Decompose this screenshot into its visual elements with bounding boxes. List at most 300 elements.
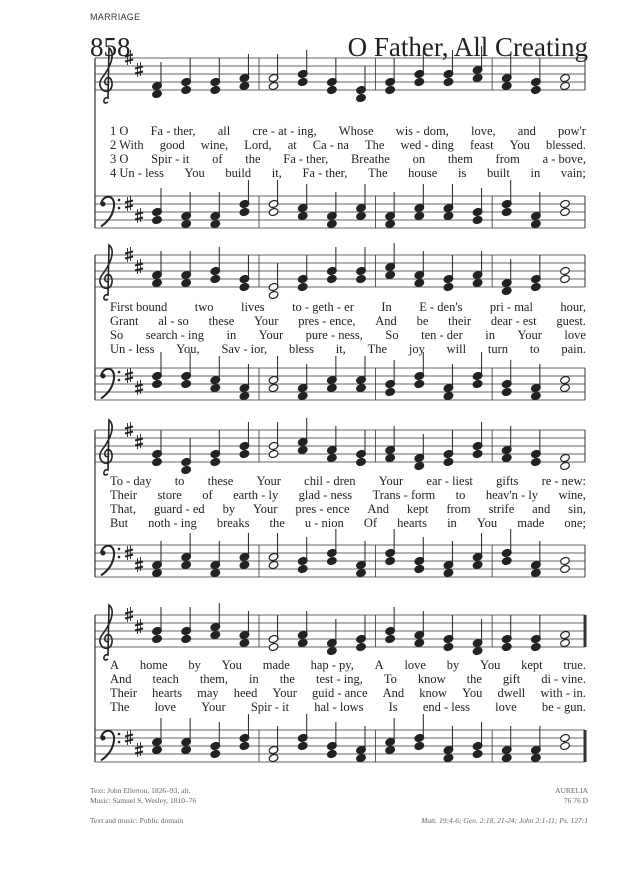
note-head bbox=[385, 387, 396, 396]
sharp-icon bbox=[128, 50, 131, 65]
syllable: 1 O bbox=[110, 124, 129, 138]
syllable: with - in. bbox=[540, 686, 586, 700]
syllable: Breathe bbox=[350, 152, 390, 166]
syllable: strife bbox=[488, 502, 515, 516]
syllable: blessed. bbox=[545, 138, 586, 152]
syllable: The bbox=[368, 166, 388, 180]
syllable: at bbox=[287, 138, 297, 152]
note-head bbox=[560, 556, 571, 565]
syllable: And bbox=[110, 672, 132, 686]
note-head bbox=[326, 556, 337, 565]
note-head bbox=[443, 753, 454, 762]
tune-name: AURELIA bbox=[555, 786, 588, 795]
note-head bbox=[560, 461, 571, 470]
syllable: one; bbox=[564, 516, 586, 530]
syllable: good bbox=[159, 138, 185, 152]
text-credit: Text: John Ellerton, 1826–93, alt. bbox=[90, 786, 191, 795]
note-head bbox=[560, 638, 571, 647]
syllable: al - so bbox=[158, 314, 189, 328]
syllable: Your bbox=[517, 328, 542, 342]
syllable: in bbox=[530, 166, 541, 180]
syllable: E - den's bbox=[419, 300, 463, 314]
note-head bbox=[560, 453, 571, 462]
note-head bbox=[356, 753, 367, 762]
verse-line bbox=[110, 138, 586, 152]
meter: 76 76 D bbox=[563, 796, 588, 805]
syllable: to bbox=[529, 342, 540, 356]
note-head bbox=[181, 219, 192, 228]
syllable: love, bbox=[470, 124, 496, 138]
syllable: kept bbox=[521, 658, 543, 672]
verse-line bbox=[110, 300, 586, 314]
note-head bbox=[326, 453, 337, 462]
note-head bbox=[181, 560, 192, 569]
note-head bbox=[268, 642, 279, 651]
syllable: to bbox=[455, 488, 466, 502]
syllable: So bbox=[385, 328, 399, 342]
syllable: And bbox=[375, 314, 397, 328]
bass-clef-icon bbox=[118, 548, 121, 551]
bass-clef-icon bbox=[118, 379, 121, 382]
syllable: earth - ly bbox=[233, 488, 279, 502]
syllable: guard - ed bbox=[153, 502, 205, 516]
syllable: end - less bbox=[422, 700, 471, 714]
syllable: may bbox=[197, 686, 219, 700]
note-head bbox=[560, 199, 571, 208]
syllable: ear - liest bbox=[426, 474, 473, 488]
sharp-icon bbox=[135, 562, 143, 569]
note-head bbox=[385, 270, 396, 279]
syllable: Your bbox=[254, 314, 279, 328]
note-head bbox=[181, 634, 192, 643]
syllable: Fa - ther, bbox=[150, 124, 196, 138]
note-head bbox=[560, 630, 571, 639]
verse-line bbox=[110, 328, 586, 342]
syllable: hal - lows bbox=[314, 700, 364, 714]
syllable: of bbox=[202, 488, 213, 502]
sharp-icon bbox=[128, 196, 131, 211]
syllable: Sav - ior, bbox=[221, 342, 268, 356]
section-heading: MARRIAGE bbox=[90, 12, 141, 22]
note-head bbox=[181, 85, 192, 94]
note-head bbox=[530, 219, 541, 228]
syllable: test - ing, bbox=[315, 672, 363, 686]
syllable: made bbox=[262, 658, 290, 672]
syllable: And bbox=[382, 686, 405, 700]
note-head bbox=[414, 278, 425, 287]
sharp-icon bbox=[128, 422, 131, 437]
bass-clef-icon bbox=[101, 736, 106, 741]
sharp-icon bbox=[138, 62, 141, 77]
verse-line bbox=[110, 342, 586, 356]
note-head bbox=[443, 77, 454, 86]
syllable: In bbox=[381, 300, 392, 314]
note-head bbox=[239, 741, 250, 750]
sharp-icon bbox=[138, 434, 141, 449]
syllable: by bbox=[188, 658, 201, 672]
note-head bbox=[560, 266, 571, 275]
note-head bbox=[385, 556, 396, 565]
syllable: You bbox=[476, 516, 498, 530]
note-head bbox=[297, 391, 308, 400]
syllable: Ca - na bbox=[312, 138, 349, 152]
syllable: ten - der bbox=[421, 328, 463, 342]
note-head bbox=[297, 638, 308, 647]
note-head bbox=[414, 564, 425, 573]
note-head bbox=[326, 383, 337, 392]
syllable: it, bbox=[335, 342, 346, 356]
syllable: Grant bbox=[110, 314, 139, 328]
note-head bbox=[268, 560, 279, 569]
syllable: 4 Un - less bbox=[110, 166, 164, 180]
syllable: pres - ence, bbox=[298, 314, 356, 328]
syllable: them, bbox=[199, 672, 228, 686]
text-credit-block bbox=[90, 786, 196, 806]
syllable: sin, bbox=[568, 502, 586, 516]
note-head bbox=[356, 383, 367, 392]
syllable: lives bbox=[241, 300, 265, 314]
syllable: by bbox=[446, 658, 460, 672]
note-head bbox=[152, 634, 163, 643]
verse-line bbox=[110, 474, 586, 488]
syllable: two bbox=[194, 300, 214, 314]
sharp-icon bbox=[135, 67, 143, 74]
sharp-icon bbox=[135, 385, 143, 392]
syllable: A bbox=[374, 658, 384, 672]
syllable: re - new: bbox=[541, 474, 586, 488]
syllable: gifts bbox=[496, 474, 519, 488]
note-head bbox=[501, 207, 512, 216]
note-head bbox=[326, 646, 337, 655]
syllable: But bbox=[110, 516, 129, 530]
syllable: it, bbox=[271, 166, 282, 180]
syllable: pres - ence bbox=[295, 502, 350, 516]
note-head bbox=[152, 457, 163, 466]
note-head bbox=[501, 753, 512, 762]
syllable: The bbox=[364, 138, 385, 152]
note-head bbox=[297, 77, 308, 86]
sharp-icon bbox=[138, 380, 141, 395]
scripture-refs: Matt. 19:4-6; Gen. 2:18, 21-24; John 2:1-11; Ps. 127:1 bbox=[421, 816, 588, 825]
syllable: gift bbox=[502, 672, 521, 686]
syllable: kept bbox=[406, 502, 429, 516]
syllable: Lord, bbox=[244, 138, 272, 152]
note-head bbox=[152, 215, 163, 224]
note-head bbox=[268, 207, 279, 216]
note-head bbox=[181, 278, 192, 287]
treble-clef-icon bbox=[100, 245, 112, 300]
syllable: The bbox=[110, 700, 130, 714]
note-head bbox=[268, 81, 279, 90]
note-head bbox=[268, 383, 279, 392]
bass-clef-icon bbox=[118, 199, 121, 202]
note-head bbox=[239, 81, 250, 90]
note-head bbox=[472, 646, 483, 655]
note-head bbox=[385, 634, 396, 643]
note-head bbox=[560, 383, 571, 392]
syllable: feast bbox=[469, 138, 494, 152]
note-head bbox=[560, 375, 571, 384]
syllable: in bbox=[447, 516, 457, 530]
syllable: joy bbox=[408, 342, 425, 356]
note-head bbox=[210, 383, 221, 392]
verse-line bbox=[110, 516, 586, 530]
syllable: 2 With bbox=[110, 138, 144, 152]
syllable: true. bbox=[563, 658, 586, 672]
syllable: Your bbox=[256, 474, 281, 488]
note-head bbox=[326, 219, 337, 228]
syllable: A bbox=[110, 658, 120, 672]
sharp-icon bbox=[128, 247, 131, 262]
bass-clef-icon bbox=[118, 556, 121, 559]
verse-line bbox=[110, 314, 586, 328]
note-head bbox=[152, 568, 163, 577]
syllable: You bbox=[509, 138, 530, 152]
syllable: search - ing bbox=[145, 328, 204, 342]
syllable: turn bbox=[487, 342, 509, 356]
note-head bbox=[297, 741, 308, 750]
note-head bbox=[210, 630, 221, 639]
syllable: in bbox=[485, 328, 495, 342]
sharp-icon bbox=[135, 747, 143, 754]
note-head bbox=[152, 278, 163, 287]
syllable: Fa - ther, bbox=[302, 166, 348, 180]
syllable: from bbox=[446, 502, 471, 516]
syllable: Their bbox=[110, 686, 138, 700]
note-head bbox=[530, 391, 541, 400]
syllable: the bbox=[269, 516, 285, 530]
note-head bbox=[560, 564, 571, 573]
note-head bbox=[414, 741, 425, 750]
syllable: pure - ness, bbox=[305, 328, 363, 342]
note-head bbox=[239, 638, 250, 647]
note-head bbox=[326, 749, 337, 758]
note-head bbox=[152, 89, 163, 98]
syllable: guest. bbox=[556, 314, 586, 328]
syllable: house bbox=[408, 166, 438, 180]
note-head bbox=[443, 391, 454, 400]
syllable: Whose bbox=[338, 124, 374, 138]
note-head bbox=[472, 215, 483, 224]
syllable: First bound bbox=[110, 300, 168, 314]
syllable: Your bbox=[201, 700, 226, 714]
note-head bbox=[239, 282, 250, 291]
verse-line bbox=[110, 700, 586, 714]
bass-clef-icon bbox=[101, 374, 106, 379]
note-head bbox=[443, 642, 454, 651]
syllable: guid - ance bbox=[312, 686, 368, 700]
note-head bbox=[268, 449, 279, 458]
syllable: breaks bbox=[216, 516, 250, 530]
syllable: pow'r bbox=[558, 124, 586, 138]
syllable: And bbox=[367, 502, 389, 516]
copyright: Text and music: Public domain bbox=[90, 816, 184, 825]
bass-clef-icon bbox=[118, 207, 121, 210]
note-head bbox=[560, 741, 571, 750]
bass-clef-icon bbox=[118, 733, 121, 736]
note-head bbox=[560, 207, 571, 216]
syllable: and bbox=[517, 124, 536, 138]
note-head bbox=[530, 753, 541, 762]
syllable: Trans - form bbox=[372, 488, 436, 502]
music-credit: Music: Samuel S. Wesley, 1810–76 bbox=[90, 796, 197, 805]
syllable: Fa - ther, bbox=[283, 152, 329, 166]
note-head bbox=[356, 274, 367, 283]
sharp-icon bbox=[135, 624, 143, 631]
note-head bbox=[530, 457, 541, 466]
sharp-icon bbox=[135, 213, 143, 220]
note-head bbox=[210, 568, 221, 577]
note-head bbox=[472, 560, 483, 569]
note-head bbox=[530, 85, 541, 94]
syllable: home bbox=[139, 658, 168, 672]
syllable: by bbox=[222, 502, 236, 516]
sharp-icon bbox=[138, 259, 141, 274]
note-head bbox=[501, 286, 512, 295]
note-head bbox=[239, 391, 250, 400]
note-head bbox=[560, 81, 571, 90]
note-head bbox=[472, 449, 483, 458]
note-head bbox=[297, 445, 308, 454]
syllable: hearts bbox=[152, 686, 183, 700]
note-head bbox=[501, 453, 512, 462]
note-head bbox=[268, 290, 279, 299]
note-head bbox=[239, 560, 250, 569]
note-head bbox=[181, 379, 192, 388]
lyrics-system-4 bbox=[110, 658, 586, 714]
syllable: Your bbox=[252, 502, 278, 516]
treble-clef-icon bbox=[100, 48, 112, 103]
syllable: Your bbox=[378, 474, 404, 488]
note-head bbox=[210, 457, 221, 466]
note-head bbox=[560, 73, 571, 82]
note-head bbox=[501, 81, 512, 90]
note-head bbox=[530, 568, 541, 577]
note-head bbox=[326, 85, 337, 94]
sharp-icon bbox=[128, 368, 131, 383]
syllable: You, bbox=[176, 342, 200, 356]
syllable: Spir - it bbox=[250, 700, 290, 714]
note-head bbox=[530, 282, 541, 291]
note-head bbox=[414, 379, 425, 388]
note-head bbox=[472, 379, 483, 388]
verse-line bbox=[110, 672, 586, 686]
syllable: Their bbox=[110, 488, 138, 502]
treble-clef-icon bbox=[100, 420, 112, 475]
note-head bbox=[560, 274, 571, 283]
syllable: wine, bbox=[200, 138, 229, 152]
sharp-icon bbox=[138, 557, 141, 572]
verse-line bbox=[110, 502, 586, 516]
note-head bbox=[385, 453, 396, 462]
syllable: bless bbox=[288, 342, 314, 356]
note-head bbox=[152, 379, 163, 388]
syllable: Your bbox=[258, 328, 284, 342]
syllable: You bbox=[184, 166, 205, 180]
lyrics-system-3 bbox=[110, 474, 586, 530]
syllable: and bbox=[532, 502, 551, 516]
lyrics-system-2 bbox=[110, 300, 586, 356]
bass-clef-icon bbox=[118, 741, 121, 744]
note-head bbox=[530, 642, 541, 651]
syllable: chil - dren bbox=[304, 474, 356, 488]
syllable: is bbox=[457, 166, 467, 180]
syllable: dwell bbox=[497, 686, 526, 700]
syllable: You bbox=[480, 658, 501, 672]
note-head bbox=[210, 85, 221, 94]
verse-line bbox=[110, 124, 586, 138]
syllable: Is bbox=[388, 700, 398, 714]
note-head bbox=[356, 211, 367, 220]
syllable: love bbox=[404, 658, 426, 672]
syllable: in bbox=[226, 328, 237, 342]
syllable: of bbox=[212, 152, 223, 166]
syllable: made bbox=[517, 516, 545, 530]
syllable: know bbox=[419, 686, 448, 700]
syllable: Your bbox=[272, 686, 297, 700]
syllable: dear - est bbox=[490, 314, 537, 328]
syllable: love bbox=[495, 700, 517, 714]
note-head bbox=[181, 745, 192, 754]
note-head bbox=[297, 211, 308, 220]
syllable: all bbox=[217, 124, 231, 138]
syllable: glad - ness bbox=[298, 488, 353, 502]
syllable: Spir - it bbox=[151, 152, 190, 166]
note-head bbox=[210, 274, 221, 283]
note-head bbox=[472, 749, 483, 758]
syllable: will bbox=[446, 342, 467, 356]
syllable: pri - mal bbox=[489, 300, 533, 314]
note-head bbox=[210, 219, 221, 228]
syllable: love bbox=[154, 700, 177, 714]
note-head bbox=[268, 753, 279, 762]
syllable: heav'n - ly bbox=[485, 488, 539, 502]
verse-line bbox=[110, 166, 586, 180]
tune-block bbox=[555, 786, 588, 806]
syllable: So bbox=[110, 328, 124, 342]
note-head bbox=[443, 568, 454, 577]
syllable: That, bbox=[110, 502, 137, 516]
sharp-icon bbox=[128, 607, 131, 622]
syllable: wis - dom, bbox=[395, 124, 449, 138]
note-head bbox=[414, 77, 425, 86]
sharp-icon bbox=[128, 730, 131, 745]
bass-clef-icon bbox=[101, 551, 106, 556]
note-head bbox=[385, 745, 396, 754]
verse-line bbox=[110, 488, 586, 502]
note-head bbox=[356, 93, 367, 102]
syllable: teach bbox=[152, 672, 179, 686]
syllable: cre - at - ing, bbox=[252, 124, 317, 138]
bass-clef-icon bbox=[118, 371, 121, 374]
bass-clef-icon bbox=[101, 731, 114, 761]
note-head bbox=[472, 73, 483, 82]
sharp-icon bbox=[135, 439, 143, 446]
syllable: the bbox=[245, 152, 261, 166]
note-head bbox=[385, 219, 396, 228]
note-head bbox=[297, 564, 308, 573]
note-head bbox=[501, 556, 512, 565]
sharp-icon bbox=[138, 619, 141, 634]
note-head bbox=[443, 457, 454, 466]
syllable: be bbox=[416, 314, 429, 328]
syllable: them bbox=[447, 152, 473, 166]
bass-clef-icon bbox=[101, 197, 114, 227]
verse-line bbox=[110, 152, 586, 166]
syllable: 3 O bbox=[110, 152, 129, 166]
syllable: di - vine. bbox=[541, 672, 586, 686]
syllable: in bbox=[248, 672, 259, 686]
